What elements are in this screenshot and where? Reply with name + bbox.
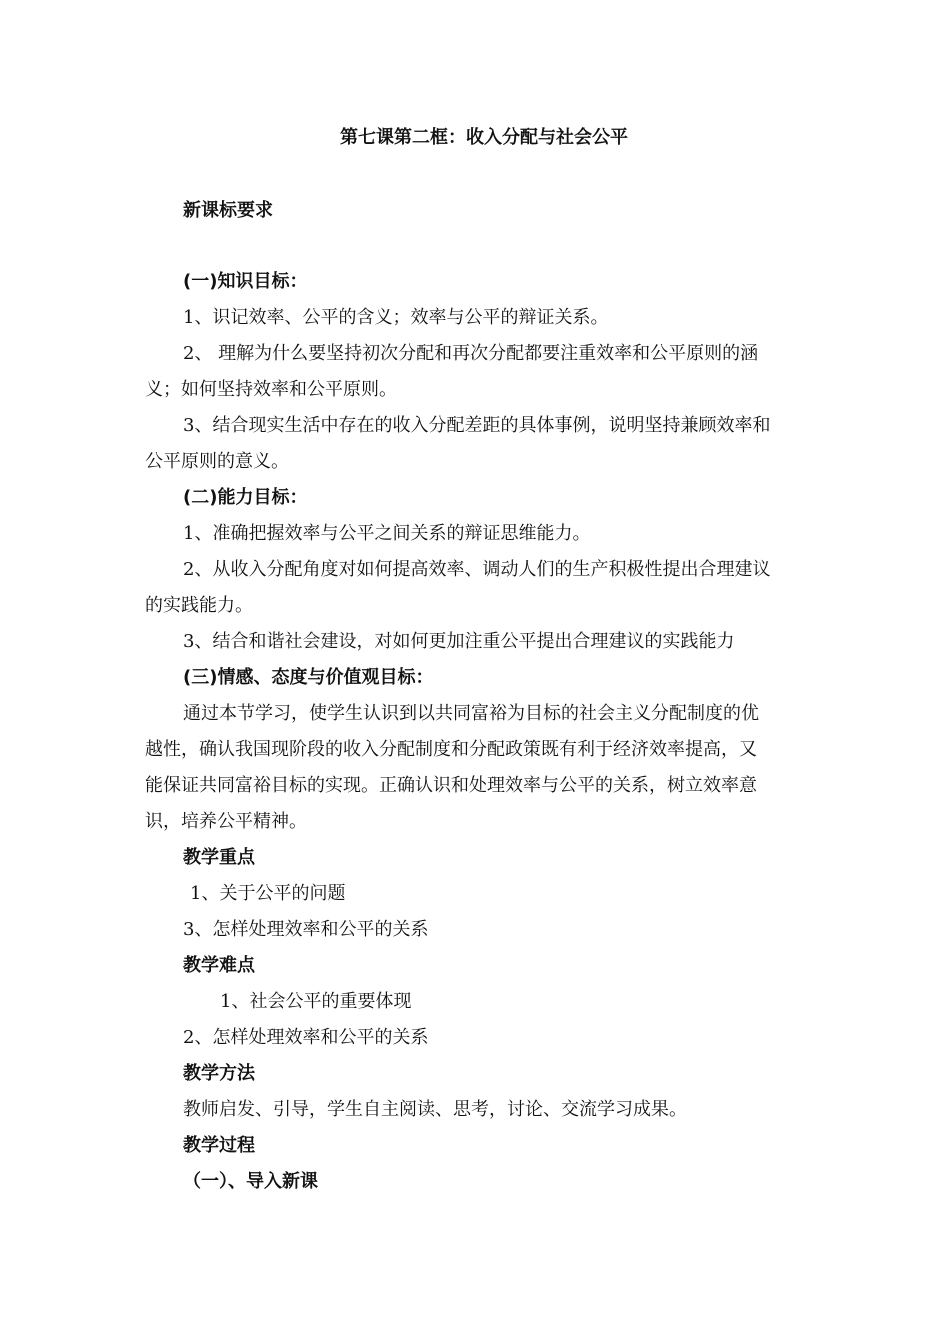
ability-heading: (二)能力目标：	[183, 487, 308, 508]
process-line-1: （一）、导入新课	[183, 1171, 318, 1192]
knowledge-line-2a: 2、 理解为什么要坚持初次分配和再次分配都要注重效率和公平原则的涵	[183, 343, 759, 364]
attitude-heading: (三)情感、态度与价值观目标：	[183, 667, 434, 688]
ability-line-1: 1、准确把握效率与公平之间关系的辩证思维能力。	[183, 523, 591, 544]
document-title: 第七课第二框：收入分配与社会公平	[340, 127, 628, 148]
knowledge-heading: (一)知识目标：	[183, 271, 308, 292]
process-heading: 教学过程	[183, 1135, 255, 1156]
methods-heading: 教学方法	[183, 1063, 255, 1084]
difficulties-heading: 教学难点	[183, 955, 255, 976]
ability-line-2a: 2、从收入分配角度对如何提高效率、调动人们的生产积极性提出合理建议	[183, 559, 771, 580]
knowledge-line-3a: 3、结合现实生活中存在的收入分配差距的具体事例，说明坚持兼顾效率和	[183, 415, 771, 436]
key-points-line-2: 3、怎样处理效率和公平的关系	[183, 919, 429, 940]
knowledge-line-2b: 义；如何坚持效率和公平原则。	[145, 379, 397, 400]
ability-line-2b: 的实践能力。	[145, 595, 253, 616]
methods-line-1: 教师启发、引导，学生自主阅读、思考，讨论、交流学习成果。	[183, 1099, 687, 1120]
difficulties-line-1: 1、社会公平的重要体现	[220, 991, 412, 1012]
key-points-line-1: 1、关于公平的问题	[190, 883, 346, 904]
attitude-paragraph-line-1: 通过本节学习，使学生认识到以共同富裕为目标的社会主义分配制度的优	[183, 703, 759, 724]
knowledge-line-3b: 公平原则的意义。	[145, 451, 289, 472]
requirements-heading: 新课标要求	[183, 200, 273, 221]
key-points-heading: 教学重点	[183, 847, 255, 868]
ability-line-3: 3、结合和谐社会建设，对如何更加注重公平提出合理建议的实践能力	[183, 631, 735, 652]
attitude-paragraph-line-4: 识，培养公平精神。	[145, 811, 307, 832]
attitude-paragraph-line-2: 越性，确认我国现阶段的收入分配制度和分配政策既有利于经济效率提高，又	[145, 739, 757, 760]
difficulties-line-2: 2、怎样处理效率和公平的关系	[183, 1027, 429, 1048]
knowledge-line-1: 1、识记效率、公平的含义；效率与公平的辩证关系。	[183, 307, 609, 328]
attitude-paragraph-line-3: 能保证共同富裕目标的实现。正确认识和处理效率与公平的关系，树立效率意	[145, 775, 757, 796]
